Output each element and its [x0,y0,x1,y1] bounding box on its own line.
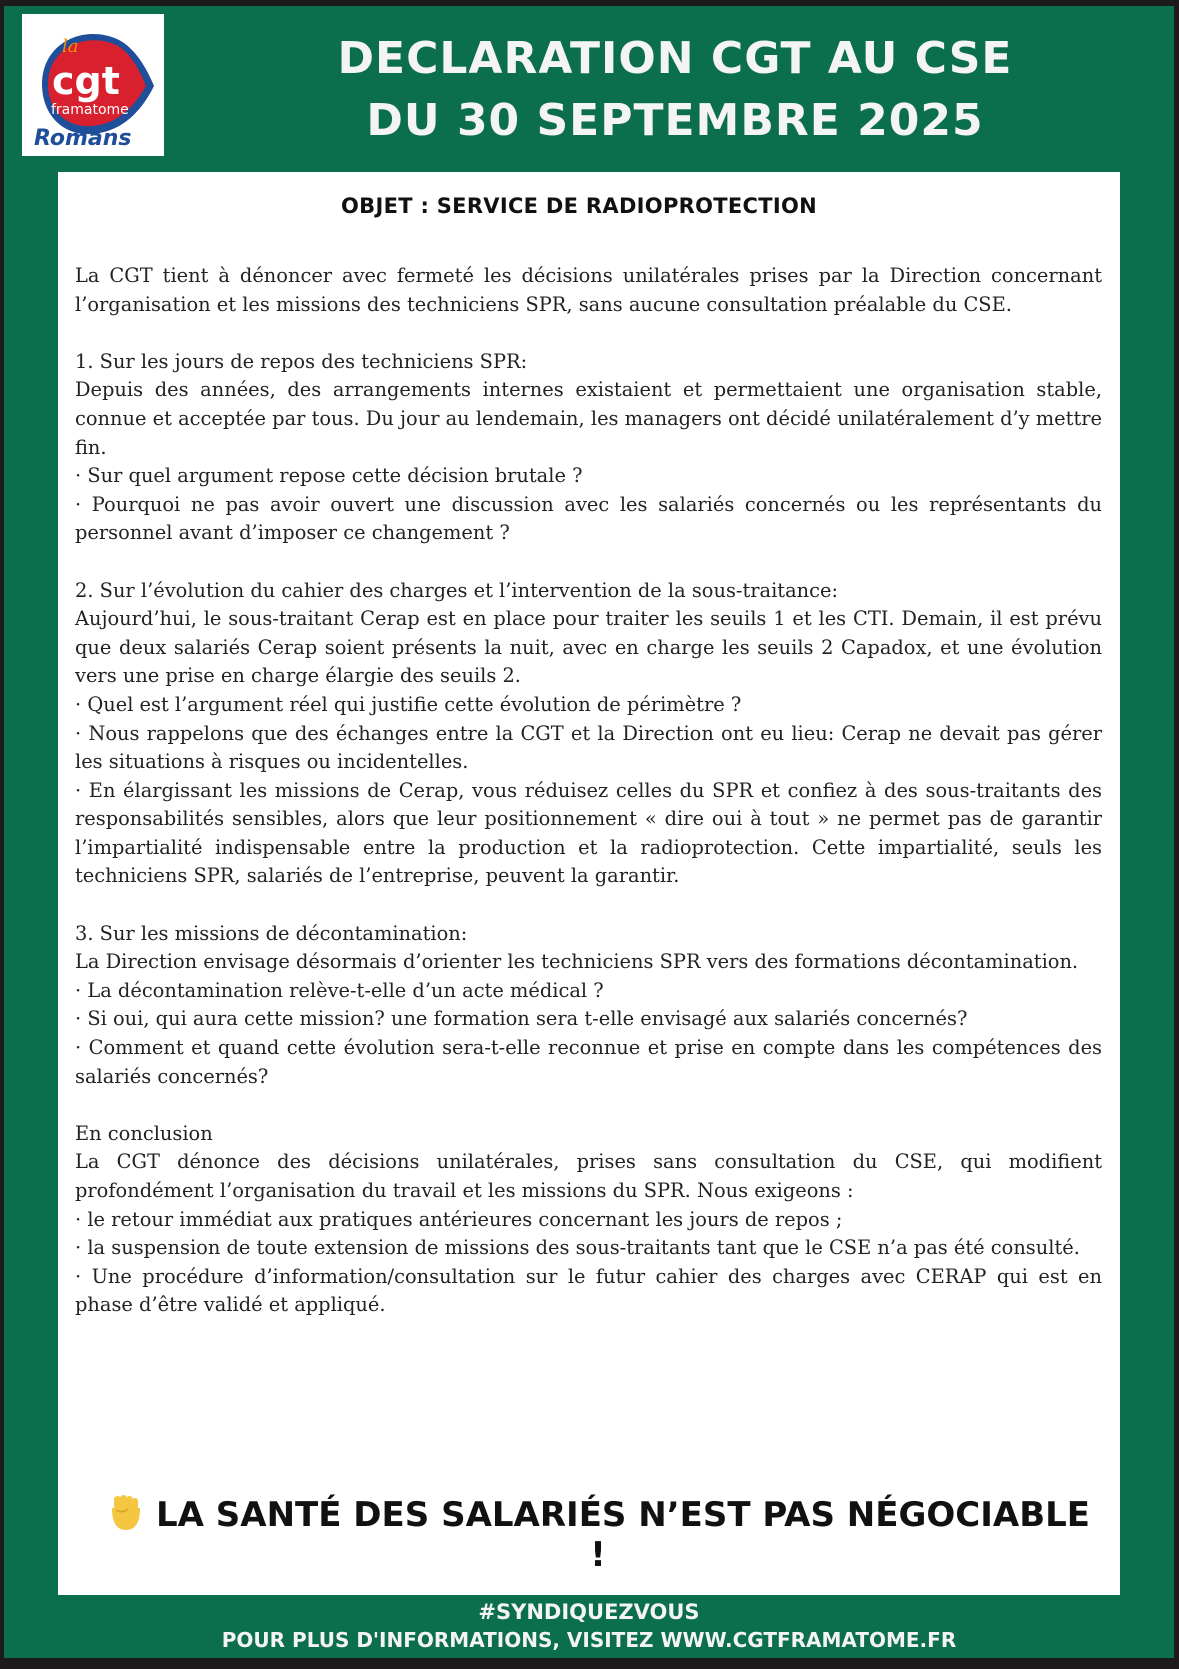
declaration-panel [58,172,1120,1595]
declaration-body [75,262,1102,1320]
footer [4,1598,1174,1654]
section-2-bullet: · En élargissant les missions de Cerap, vous réduisez celles du SPR et confiez à des sous-traitants des responsabilités sensibles, alors que leur positionnement « dire oui à tout » ne permet pas de garantir l’impartialité indispensable entre la production et la radioprotection. Cette impartialité, seuls les techniciens SPR, salariés de l’entreprise, peuvent la garantir. [75,778,1102,888]
section-2-body: Aujourd’hui, le sous-traitant Cerap est en place pour traiter les seuils 1 et les CTI. Demain, il est prévu que deux salariés Cerap soient présents la nuit, avec en charge les seuils 2 Capadox, et une évolution vers une prise en charge élargie des seuils 2. [75,607,1102,688]
section-3-bullet: · Comment et quand cette évolution sera-t-elle reconnue et prise en compte dans les compétences des salariés concernés? [75,1036,1102,1088]
section-3-body: La Direction envisage désormais d’orienter les techniciens SPR vers des formations décontamination. [75,950,1079,974]
svg-text:Romans: Romans [34,126,132,151]
website-info: POUR PLUS D'INFORMATIONS, VISITEZ WWW.CGTFRAMATOME.FR [221,1628,957,1652]
svg-text:cgt: cgt [52,59,120,103]
section-1-bullet: · Sur quel argument repose cette décision brutale ? [75,464,583,488]
intro-paragraph: La CGT tient à dénoncer avec fermeté les décisions unilatérales prises par la Direction concernant l’organisation et les missions des techniciens SPR, sans aucune consultation préalable du CSE. [75,264,1102,316]
cgt-framatome-logo [22,14,164,156]
conclusion-bullet: · la suspension de toute extension de missions des sous-traitants tant que le CSE n’a pas été consulté. [75,1236,1080,1260]
subject-heading: OBJET : SERVICE DE RADIOPROTECTION [341,194,818,218]
conclusion-heading: En conclusion [75,1121,213,1145]
title-line-1: DECLARATION CGT AU CSE [337,33,1013,84]
svg-text:la: la [62,36,79,57]
section-3-bullet: · Si oui, qui aura cette mission? une formation sera t-elle envisagé aux salariés concernés? [75,1007,968,1031]
svg-text:framatome: framatome [51,102,129,118]
section-2-bullet: · Nous rappelons que des échanges entre la CGT et la Direction ont eu lieu: Cerap ne devait pas gérer les situations à risques ou incidentelles. [75,721,1102,774]
slogan [98,1492,1098,1575]
slogan-text: LA SANTÉ DES SALARIÉS N’EST PAS NÉGOCIABLE ! [155,1495,1091,1575]
section-1-bullet: · Pourquoi ne pas avoir ouvert une discussion avec les salariés concernés ou les représentants du personnel avant d’imposer ce changement ? [75,492,1102,545]
section-3-heading: 3. Sur les missions de décontamination: [75,921,468,945]
section-3-bullet: · La décontamination relève-t-elle d’un acte médical ? [75,978,604,1002]
cgt-logo-icon [22,14,164,156]
page-title [180,28,1170,152]
section-1-body: Depuis des années, des arrangements internes existaient et permettaient une organisation stable, connue et acceptée par tous. Du jour au lendemain, les managers ont décidé unilatéralement d’y mettre fin. [75,378,1102,459]
raised-fist-icon [106,1492,146,1532]
conclusion-bullet: · Une procédure d’information/consultation sur le futur cahier des charges avec CERAP qui est en phase d’être validé et appliqué. [75,1264,1102,1317]
section-2-bullet: · Quel est l’argument réel qui justifie cette évolution de périmètre ? [75,692,742,716]
title-line-2: DU 30 SEPTEMBRE 2025 [366,95,984,146]
conclusion-bullet: · le retour immédiat aux pratiques antérieures concernant les jours de repos ; [75,1207,843,1231]
hashtag: #SYNDIQUEZVOUS [478,1600,700,1624]
section-1-heading: 1. Sur les jours de repos des techniciens SPR: [75,349,528,373]
conclusion-body: La CGT dénonce des décisions unilatérales, prises sans consultation du CSE, qui modifient profondément l’organisation du travail et les missions du SPR. Nous exigeons : [75,1150,1102,1202]
section-2-heading: 2. Sur l’évolution du cahier des charges et l’intervention de la sous-traitance: [75,578,839,602]
